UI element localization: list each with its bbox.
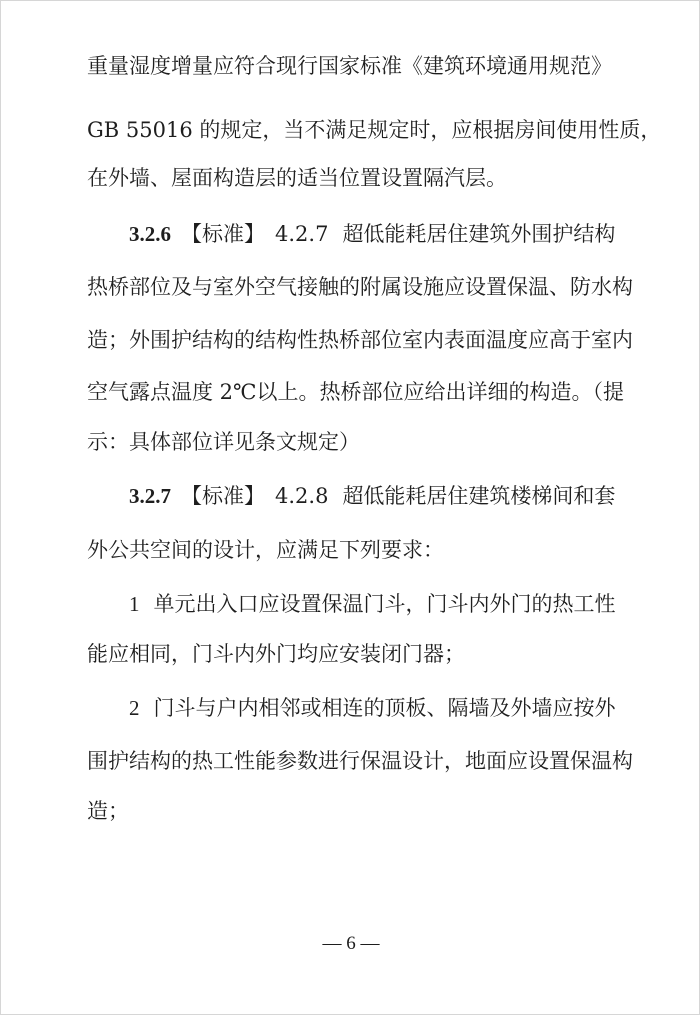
list-item-1 [129,591,616,617]
paragraph-line: 在外墙、屋面构造层的适当位置设置隔汽层。 [87,166,507,190]
paragraph-line: 能应相同，门斗内外门均应安装闭门器； [87,642,465,666]
clause-3-2-7-heading [129,483,615,509]
clause-3-2-6-heading [129,221,615,247]
clause-number: 3.2.7 [129,484,171,508]
paragraph-line: 造；外围护结构的结构性热桥部位室内表面温度应高于室内 [87,328,633,352]
paragraph-line: GB 55016 的规定，当不满足规定时，应根据房间使用性质， [87,118,662,142]
paragraph-line: 造； [87,799,129,823]
clause-number: 3.2.6 [129,222,171,246]
standard-tag: 【标准】 [181,484,265,508]
clause-text: 超低能耗居住建筑外围护结构 [342,222,616,246]
paragraph-line: 围护结构的热工性能参数进行保温设计，地面应设置保温构 [87,749,633,773]
standard-tag: 【标准】 [181,222,265,246]
paragraph-line: 示：具体部位详见条文规定） [87,430,360,454]
clause-ref: 4.2.8 [275,484,329,508]
paragraph-line: 外公共空间的设计，应满足下列要求： [87,538,444,562]
paragraph-line: 热桥部位及与室外空气接触的附属设施应设置保温、防水构 [87,275,633,299]
list-number: 2 [129,696,140,720]
list-text: 单元出入口应设置保温门斗，门斗内外门的热工性 [153,592,616,616]
page-number: — 6 — [322,933,380,954]
list-text: 门斗与户内相邻或相连的顶板、隔墙及外墙应按外 [153,696,616,720]
clause-text: 超低能耗居住建筑楼梯间和套 [342,484,616,508]
list-item-2 [129,695,616,721]
list-number: 1 [129,592,140,616]
clause-ref: 4.2.7 [275,222,329,246]
paragraph-line: 重量湿度增量应符合现行国家标准《建筑环境通用规范》 [87,54,612,78]
paragraph-line: 空气露点温度 2℃以上。热桥部位应给出详细的构造。（提 [87,380,625,404]
